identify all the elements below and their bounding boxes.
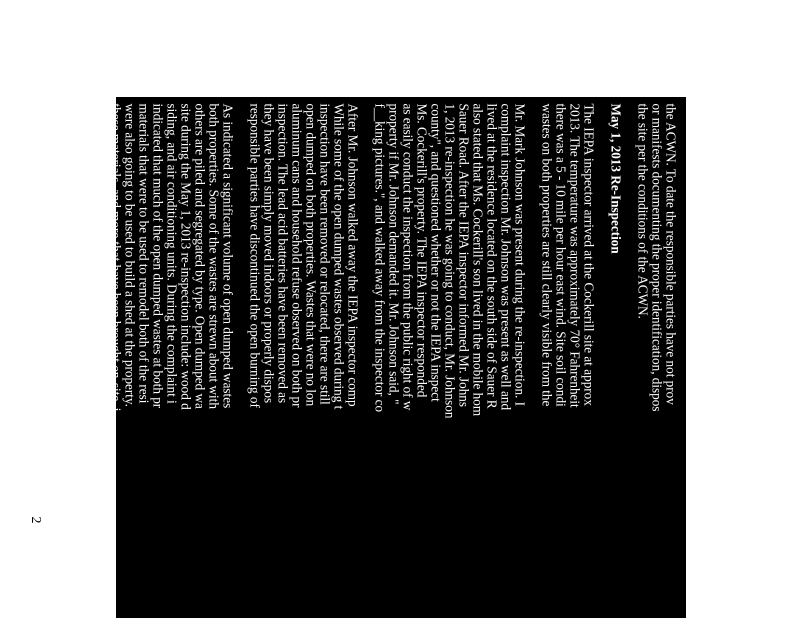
text-line: lived at the residence located on the south side of Sauer R <box>484 103 500 409</box>
text-line: interview Mr. Johnson indicated that he had totaled out hi <box>94 103 110 408</box>
text-line: Ms. Cockerill's property. The IEPA inspector responded <box>414 103 430 398</box>
text-line: aluminum cans and household refuse observed on both pr <box>289 103 305 408</box>
text-line: Sauer Road. After the IEPA inspector informed Mr. Johns <box>456 103 472 408</box>
scanned-text-region <box>66 97 686 618</box>
text-line: or manifests documenting the proper identification, dispos <box>649 103 665 412</box>
text-line: 2013. The temperature was approximately 70° Fahrenheit <box>567 103 583 408</box>
section-heading: May 1, 2013 Re-Inspection <box>608 103 624 254</box>
text-line: resulting in an injury and had been unable to work for 6 m <box>80 103 96 412</box>
text-line: they have been simply moved indoors or properly dispos <box>261 103 277 404</box>
text-line: f__king pictures.", and walked away from the inspector co <box>372 103 388 413</box>
text-line: Mr. Mark Johnson was present during the re-inspection. I <box>512 103 528 407</box>
text-line: property if Mr. Johnson demanded it. Mr. Johnson said, " <box>386 103 402 405</box>
text-line: The IEPA inspector arrived at the Cockerill site at approx <box>581 103 597 406</box>
text-line: siding, and air conditioning units. During the complaint i <box>164 103 180 404</box>
text-line: materials that were to be used to remodel both of the resi <box>136 103 152 404</box>
text-line: the site per the conditions of the ACWN. <box>635 103 651 319</box>
text-line: As indicated a significant volume of open dumped wastes <box>220 103 236 409</box>
text-line: inspection have been removed or relocated, there are still <box>317 103 333 405</box>
text-line: wastes on both properties are still clearly visible from the <box>539 103 555 407</box>
text-line: both properties. Some of the wastes are strewn about with <box>206 103 222 409</box>
rotated-text-body <box>66 98 686 619</box>
text-line: also stated that Ms. Cockerill's son lived in the mobile hom <box>470 103 486 417</box>
text-line: were also going to be used to build a shed at the property. <box>122 103 138 407</box>
text-line: there was a 5 - 10 mile per hour east wind. Site soil condi <box>553 103 569 407</box>
text-line: open dumped on both properties. Wastes that were no lon <box>303 103 319 407</box>
text-line: county", and questioned whether or not the IEPA inspect <box>428 103 444 402</box>
text-line: indicated that much of the open dumped wastes at both pr <box>150 103 166 409</box>
text-line: inspection Mr. Johnson was roto-tilling a roughly ¼ acre <box>66 103 82 403</box>
text-line: site during the May 1, 2013 re-inspection include: wood d <box>178 103 194 410</box>
text-line: complaint inspection Mr. Johnson was present as well and <box>498 103 514 411</box>
page-number: 2 <box>28 516 43 524</box>
text-line: these materials, and more that have been brought on-site, i <box>108 103 124 412</box>
text-line: 1, 2013 re-inspection he was going to conduct, Mr. Johnson <box>442 103 458 419</box>
text-line: While some of the open dumped wastes observed during t <box>331 103 347 410</box>
text-line: others are piled and segregated by type. Open dumped wa <box>192 103 208 409</box>
text-line: as easily conduct the inspection from the public right of w <box>400 103 416 411</box>
text-line: inspection. The lead acid batteries have been removed as <box>275 103 291 404</box>
text-line: the ACWN. To date the responsible parties have not prov <box>663 103 679 405</box>
text-line: After Mr. Johnson walked away the IEPA inspector comp <box>345 103 361 407</box>
text-line: responsible parties have discontinued the open burning of <box>247 103 263 408</box>
